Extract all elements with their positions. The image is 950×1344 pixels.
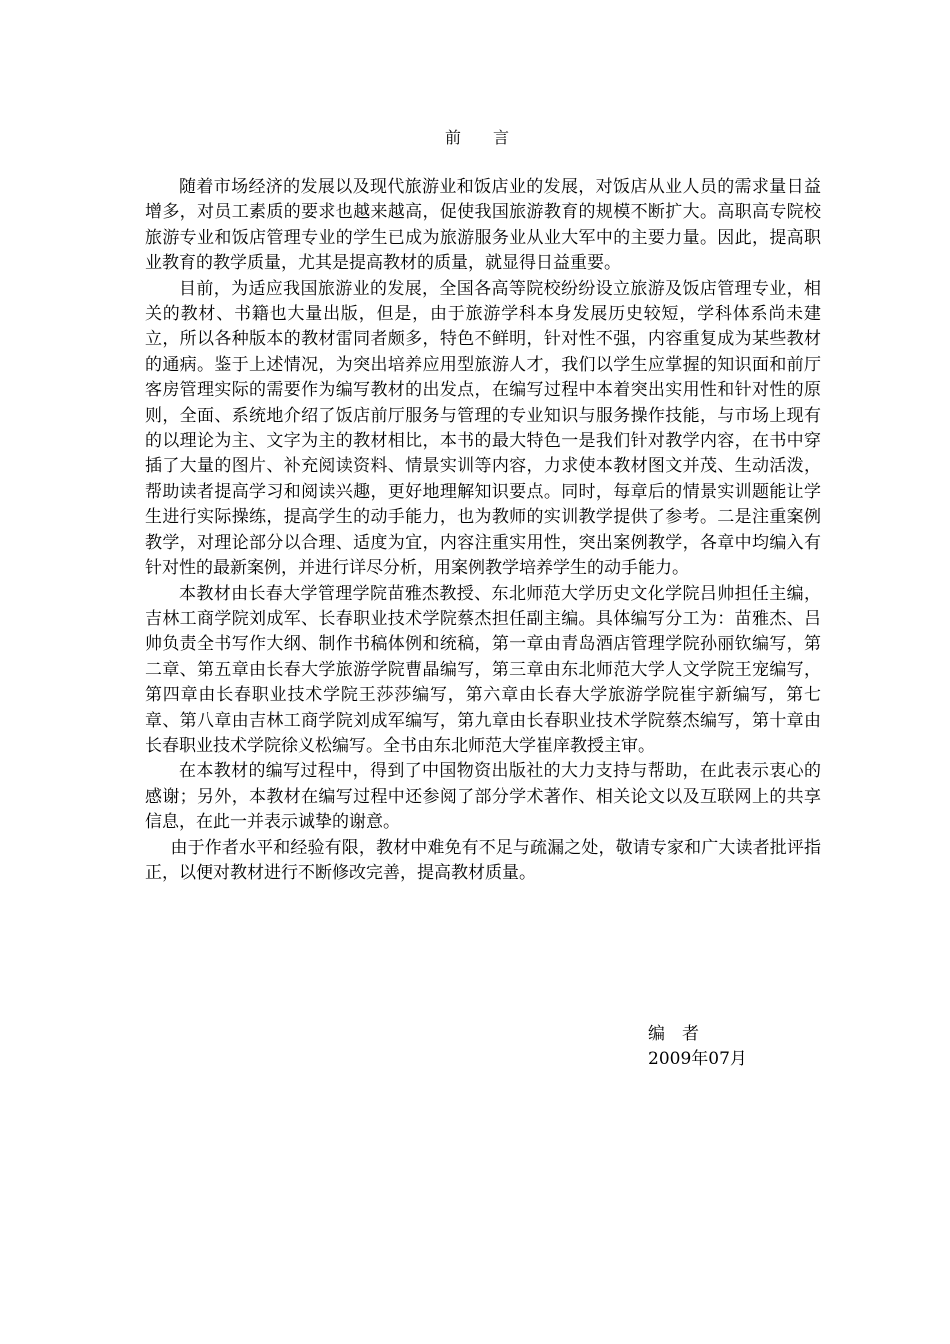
paragraph: 本教材由长春大学管理学院苗雅杰教授、东北师范大学历史文化学院吕帅担任主编，吉林工商学院刘成军、长春职业技术学院蔡杰担任副主编。具体编写分工为：苗雅杰、吕帅负责全书写作大纲、制作书稿体例和统稿，第一章由青岛酒店管理学院孙丽钦编写，第二章、第五章由长春大学旅游学院曹晶编写，第三章由东北师范大学人文学院王宠编写，第四章由长春职业技术学院王莎莎编写，第六章由长春大学旅游学院崔宇新编写，第七章、第八章由吉林工商学院刘成军编写，第九章由长春职业技术学院蔡杰编写，第十章由长春职业技术学院徐义松编写。全书由东北师范大学崔庠教授主审。: [145, 583, 821, 756]
signature-author: 编者: [648, 1024, 716, 1044]
paragraph: 随着市场经济的发展以及现代旅游业和饭店业的发展，对饭店从业人员的需求量日益增多，对员工素质的要求也越来越高，促使我国旅游教育的规模不断扩大。高职高专院校旅游专业和饭店管理专业的学生已成为旅游服务业从业大军中的主要力量。因此，提高职业教育的教学质量，尤其是提高教材的质量，就显得日益重要。: [145, 177, 821, 274]
page-title: 前言: [444, 128, 541, 147]
paragraph: 目前，为适应我国旅游业的发展，全国各高等院校纷纷设立旅游及饭店管理专业，相关的教材、书籍也大量出版，但是，由于旅游学科本身发展历史较短，学科体系尚未建立，所以各种版本的教材雷同者颇多，特色不鲜明，针对性不强，内容重复成为某些教材的通病。鉴于上述情况，为突出培养应用型旅游人才，我们以学生应掌握的知识面和前厅客房管理实际的需要作为编写教材的出发点，在编写过程中本着突出实用性和针对性的原则，全面、系统地介绍了饭店前厅服务与管理的专业知识与服务操作技能，与市场上现有的以理论为主、文字为主的教材相比，本书的最大特色一是我们针对教学内容，在书中穿插了大量的图片、补充阅读资料、情景实训等内容，力求使本教材图文并茂、生动活泼，帮助读者提高学习和阅读兴趣，更好地理解知识要点。同时，每章后的情景实训题能让学生进行实际操练，提高学生的动手能力，也为教师的实训教学提供了参考。二是注重案例教学，对理论部分以合理、适度为宜，内容注重实用性，突出案例教学，各章中均编入有针对性的最新案例，并进行详尽分析，用案例教学培养学生的动手能力。: [145, 278, 821, 579]
preface-body: [145, 175, 821, 886]
paragraph: 由于作者水平和经验有限，教材中难免有不足与疏漏之处，敬请专家和广大读者批评指正，以便对教材进行不断修改完善，提高教材质量。: [145, 837, 821, 883]
paragraph: 在本教材的编写过程中，得到了中国物资出版社的大力支持与帮助，在此表示衷心的感谢；另外，本教材在编写过程中还参阅了部分学术著作、相关论文以及互联网上的共享信息，在此一并表示诚挚的谢意。: [145, 761, 821, 833]
signature-date: 2009年07月: [648, 1049, 747, 1069]
signature-block: [648, 1022, 747, 1072]
